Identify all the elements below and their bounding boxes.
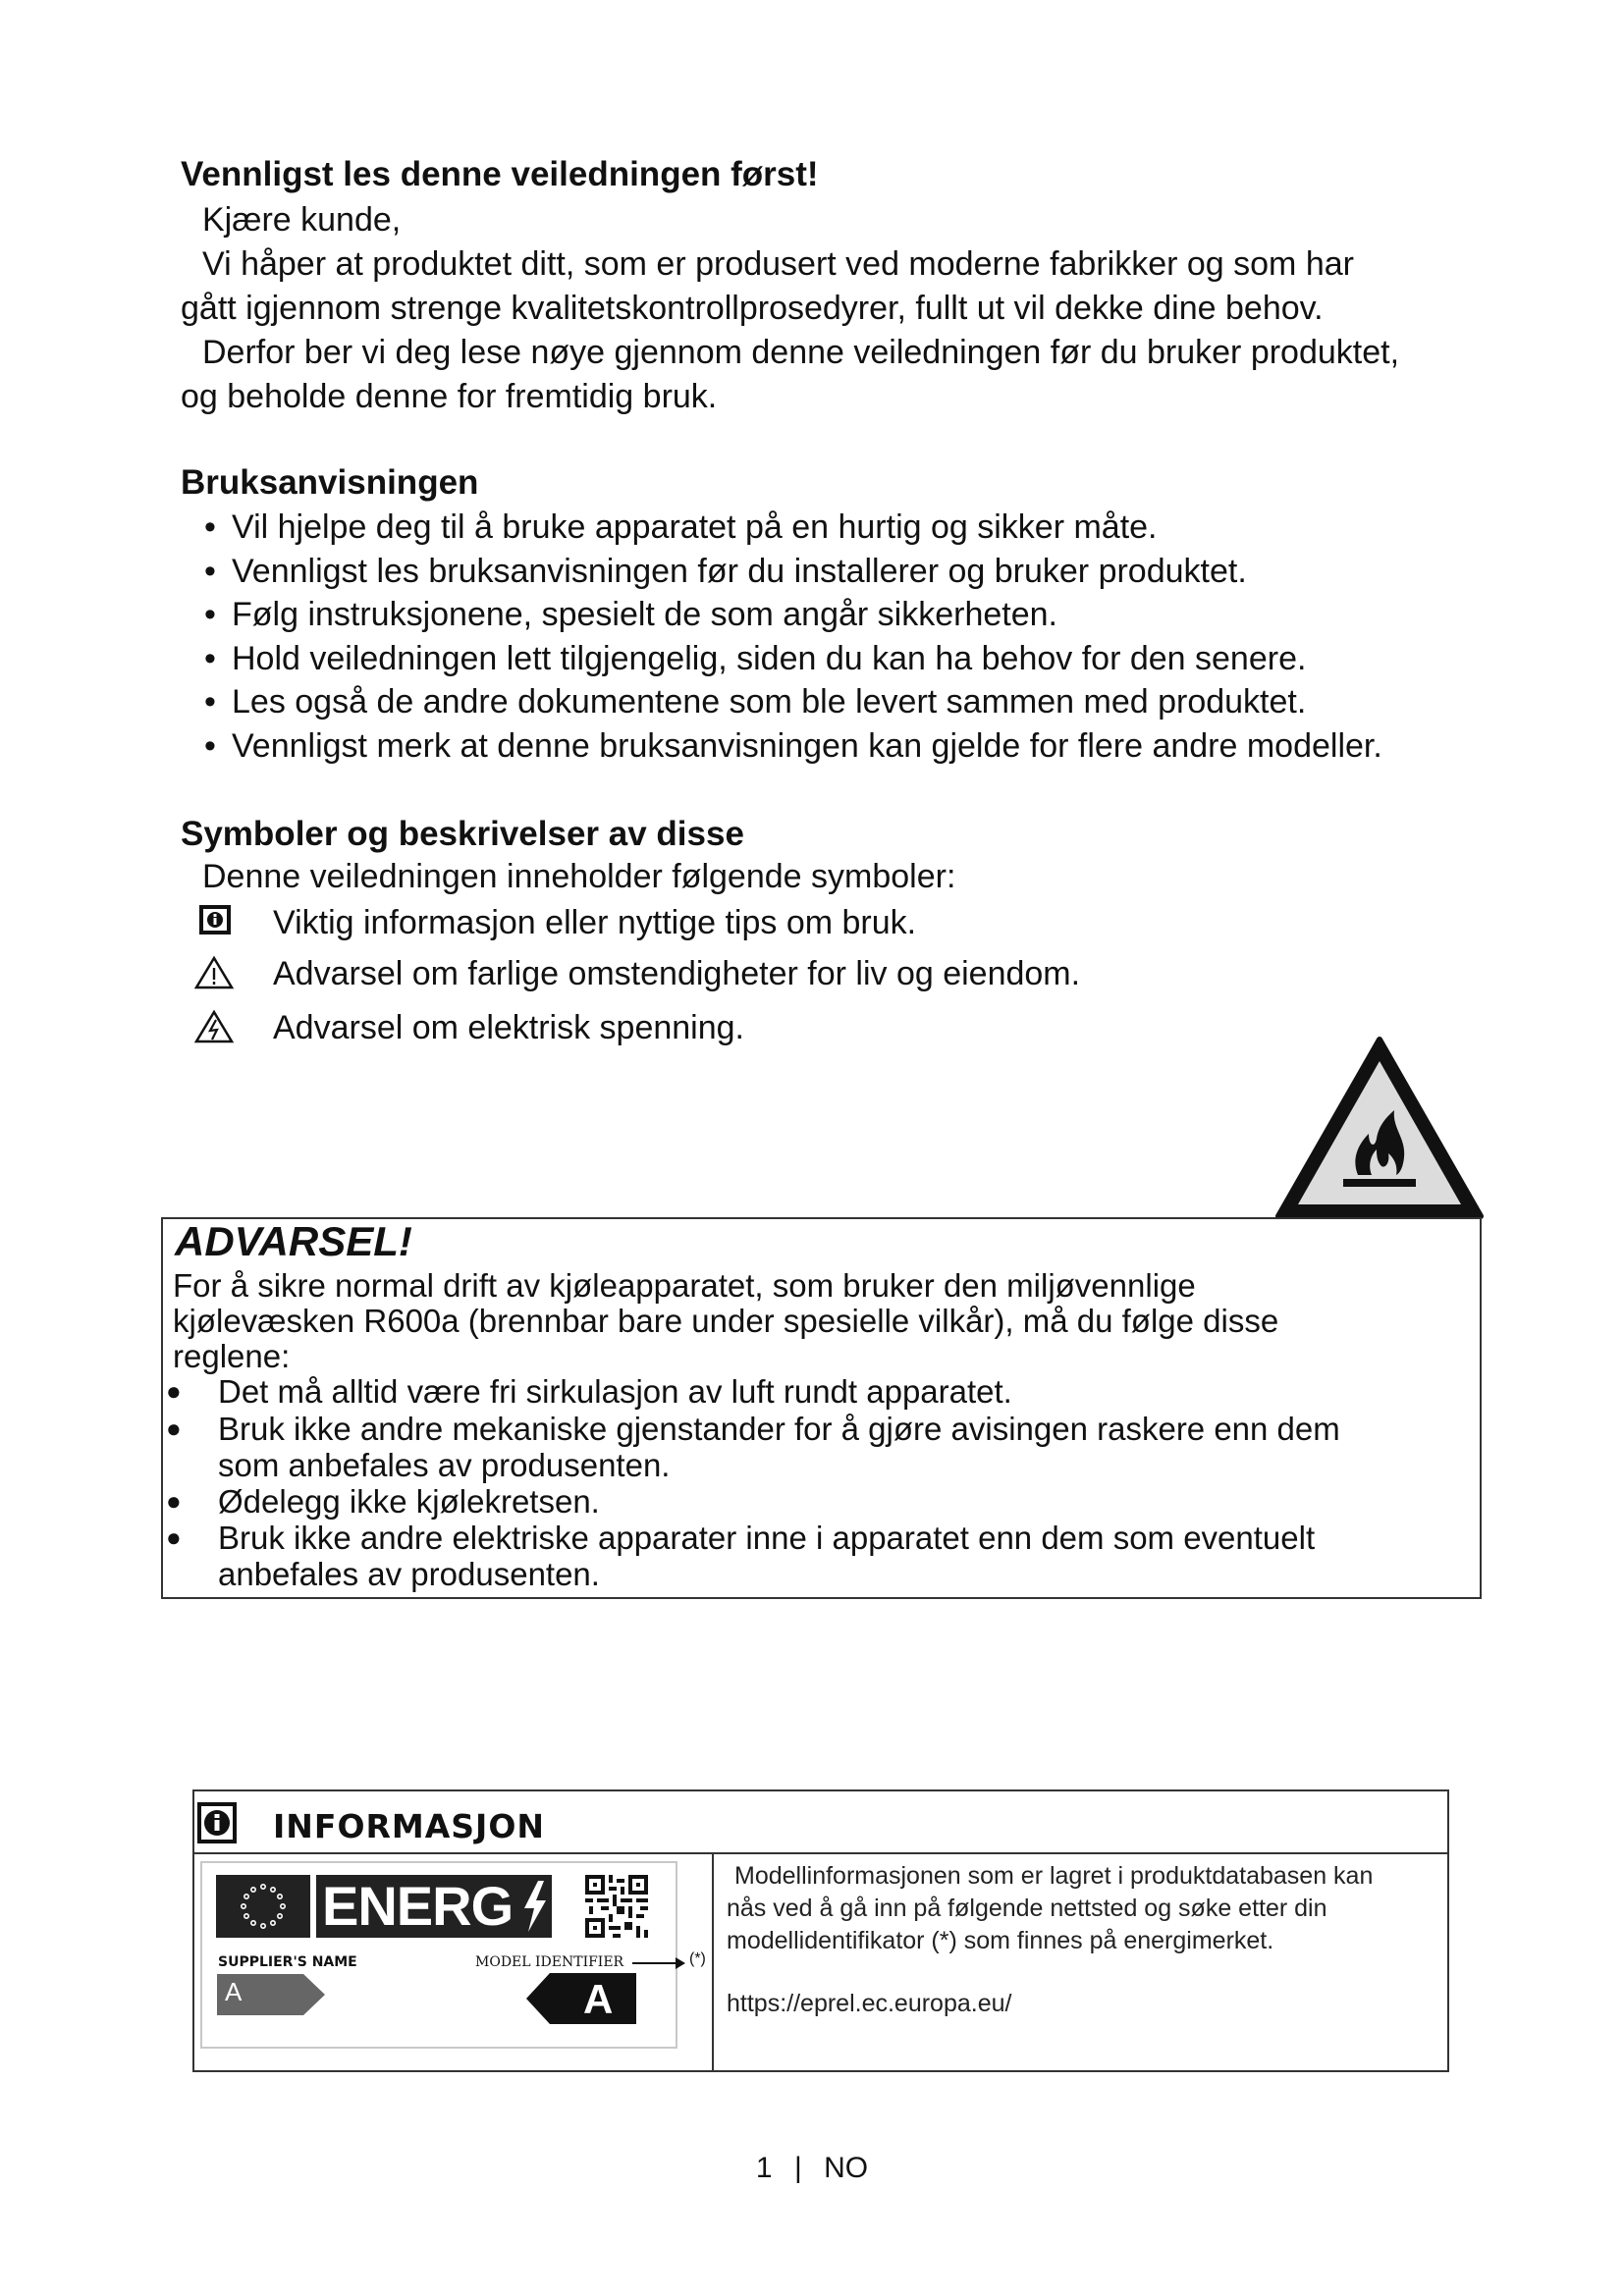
list-item: • Vennligst les bruksanvisningen før du installerer og bruker produktet. <box>204 552 1247 590</box>
symbols-intro: Denne veiledningen inneholder følgende symboler: <box>202 858 956 895</box>
symbol-text: Advarsel om farlige omstendigheter for liv og eiendom. <box>273 955 1081 992</box>
arrow-head-icon <box>676 1957 685 1969</box>
energy-class-arrow-big: A <box>526 1973 636 2024</box>
intro-line: og beholde denne for fremtidig bruk. <box>181 378 718 415</box>
list-item: • Vil hjelpe deg til å bruke apparatet på en hurtig og sikker måte. <box>204 508 1158 546</box>
warning-bullet-text: Bruk ikke andre mekaniske gjenstander for å gjøre avisingen raskere enn dem <box>218 1411 1340 1447</box>
bullet-icon: ● <box>166 1414 182 1443</box>
list-item: • Følg instruksjonene, spesielt de som angår sikkerheten. <box>204 596 1057 633</box>
eprel-link[interactable]: https://eprel.ec.europa.eu/ <box>727 1990 1012 2017</box>
energy-class-arrow-small: A <box>217 1974 325 2015</box>
info-icon <box>194 904 234 939</box>
page-number: 1 <box>755 2152 773 2184</box>
footer-separator: | <box>793 2152 802 2184</box>
qr-code-icon <box>585 1875 648 1938</box>
asterisk-marker: (*) <box>689 1950 706 1967</box>
divider <box>192 1852 1449 1854</box>
flammable-warning-icon <box>1274 1036 1485 1222</box>
arrow-line <box>632 1962 679 1964</box>
info-text-line: Modellinformasjonen som er lagret i produktdatabasen kan <box>734 1862 1374 1890</box>
intro-line: gått igjennom strenge kvalitetskontrollprosedyrer, fullt ut vil dekke dine behov. <box>181 290 1324 327</box>
symbol-text: Advarsel om elektrisk spenning. <box>273 1009 745 1046</box>
divider <box>712 1853 714 2071</box>
warning-text-line: reglene: <box>173 1338 291 1374</box>
intro-heading: Vennligst les denne veiledningen først! <box>181 155 819 193</box>
bullet-icon: ● <box>166 1522 182 1552</box>
info-text-line: modellidentifikator (*) som finnes på energimerket. <box>727 1927 1274 1954</box>
warning-title: ADVARSEL! <box>175 1218 412 1264</box>
info-title: INFORMASJON <box>273 1807 545 1845</box>
manual-heading: Bruksanvisningen <box>181 463 479 502</box>
list-item: • Hold veiledningen lett tilgjengelig, siden du kan ha behov for den senere. <box>204 639 1307 677</box>
intro-line: Vi håper at produktet ditt, som er produsert ved moderne fabrikker og som har <box>202 245 1354 283</box>
symbols-heading: Symboler og beskrivelser av disse <box>181 815 744 853</box>
eu-flag-icon <box>216 1875 310 1938</box>
symbol-text: Viktig informasjon eller nyttige tips om bruk. <box>273 904 917 941</box>
warning-bullet-text: Ødelegg ikke kjølekretsen. <box>218 1483 600 1520</box>
language-code: NO <box>824 2152 869 2184</box>
warning-text-line: kjølevæsken R600a (brennbar bare under spesielle vilkår), må du følge disse <box>173 1303 1279 1339</box>
electric-warning-icon <box>194 1009 234 1044</box>
warning-bullet-text: anbefales av produsenten. <box>218 1556 600 1592</box>
info-text-line: nås ved å gå inn på følgende nettsted og søke etter din <box>727 1895 1327 1922</box>
warning-triangle-icon <box>194 955 234 990</box>
page-footer <box>0 2152 1624 2185</box>
info-icon <box>197 1802 237 1843</box>
warning-bullet-text: Det må alltid være fri sirkulasjon av luft rundt apparatet. <box>218 1373 1012 1410</box>
warning-text-line: For å sikre normal drift av kjøleapparatet, som bruker den miljøvennlige <box>173 1267 1196 1304</box>
intro-greeting: Kjære kunde, <box>202 201 402 239</box>
intro-line: Derfor ber vi deg lese nøye gjennom denne veiledningen før du bruker produktet, <box>202 334 1400 371</box>
lightning-icon <box>522 1881 548 1932</box>
manual-bullet-list <box>204 506 1382 768</box>
energy-wordmark: ENERG <box>316 1875 552 1938</box>
list-item: • Les også de andre dokumentene som ble levert sammen med produktet. <box>204 683 1307 721</box>
model-identifier-label: MODEL IDENTIFIER <box>475 1954 624 1970</box>
warning-bullet-text: Bruk ikke andre elektriske apparater inne i apparatet enn dem som eventuelt <box>218 1520 1316 1556</box>
bullet-icon: ● <box>166 1376 182 1406</box>
warning-bullet-text: som anbefales av produsenten. <box>218 1447 671 1483</box>
bullet-icon: ● <box>166 1486 182 1516</box>
supplier-name-label: SUPPLIER'S NAME <box>218 1954 357 1970</box>
list-item: • Vennligst merk at denne bruksanvisningen kan gjelde for flere andre modeller. <box>204 726 1382 765</box>
